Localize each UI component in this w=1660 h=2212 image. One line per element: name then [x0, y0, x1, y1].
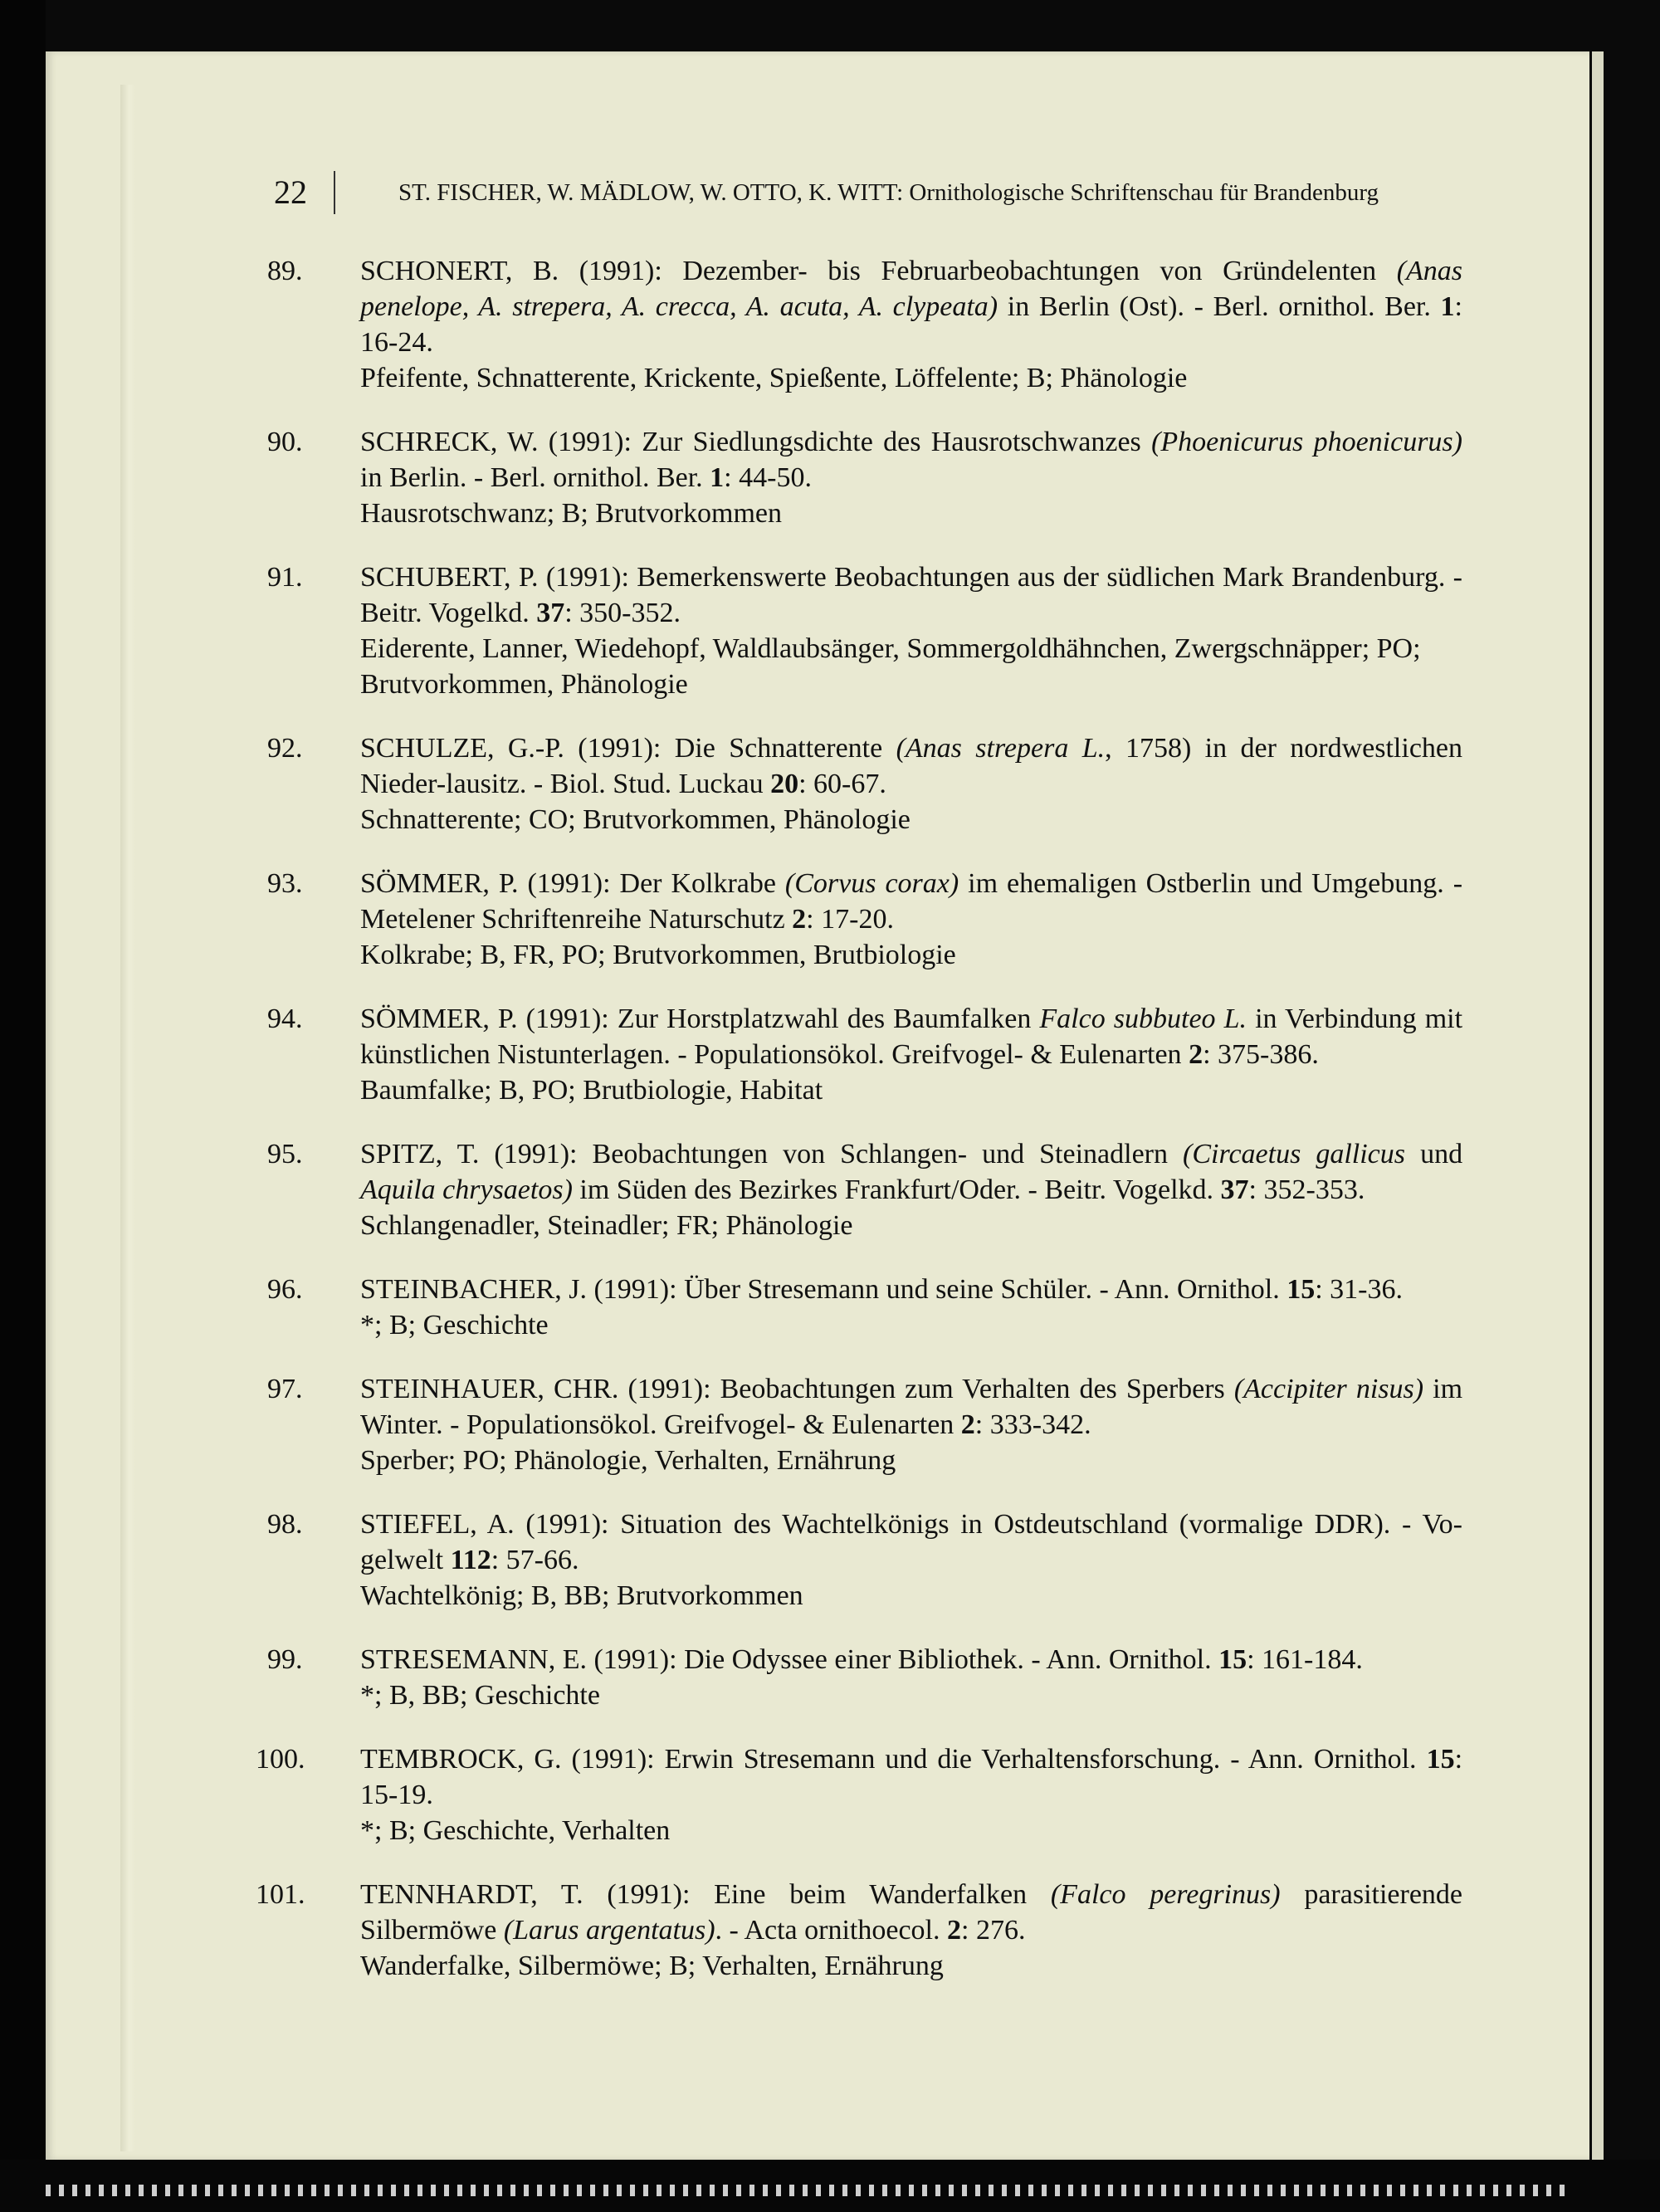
entry-keywords: Schnatterente; CO; Brutvorkommen, Phänologie — [360, 804, 911, 835]
entry-year: (1991): — [527, 868, 611, 899]
entry-author: SCHULZE, G.-P. — [360, 733, 564, 764]
entry-title: Über Stresemann und seine Schüler. - Ann. Ornithol. — [684, 1274, 1280, 1305]
entry-volume: 2 — [947, 1915, 961, 1946]
entry-title: Erwin Stresemann und die Verhaltensforschung. - Ann. Ornithol. — [664, 1744, 1417, 1775]
entry-pages: : 352-353. — [1248, 1174, 1365, 1205]
entry-volume: 37 — [1220, 1174, 1249, 1205]
entry-citation — [360, 866, 1462, 937]
entry-number: 101. — [256, 1879, 305, 1910]
entry-species: (Accipiter nisus) — [1233, 1374, 1424, 1404]
entry-number: 92. — [267, 733, 303, 764]
entry-pages: : 31-36. — [1315, 1274, 1403, 1305]
entry-pages: : 15-19. — [360, 1744, 1463, 1810]
entry-number: 97. — [267, 1374, 303, 1404]
running-head: ST. FISCHER, W. MÄDLOW, W. OTTO, K. WITT: Ornithologische Schriftenschau für Brandenburg — [398, 179, 1379, 206]
entry-year: (1991): — [578, 733, 662, 764]
entry-author: STRESEMANN, E. — [360, 1644, 587, 1675]
entry-pages: : 17-20. — [806, 904, 894, 935]
entry-citation — [360, 1136, 1462, 1208]
entry-citation — [360, 559, 1462, 631]
entry-title: Die Odyssee einer Bibliothek. - Ann. Ornithol. — [684, 1644, 1212, 1675]
entry-number: 96. — [267, 1274, 303, 1305]
entry-citation — [360, 1506, 1462, 1578]
entry-species: (Phoenicurus phoenicurus) — [1151, 427, 1462, 457]
entry-source: parasitierende Silbermöwe — [360, 1879, 1463, 1946]
entry-number: 99. — [267, 1644, 303, 1675]
entry-keywords: Wanderfalke, Silbermöwe; B; Verhalten, Ernährung — [360, 1951, 944, 1981]
entry-source: im ehemaligen Ostberlin und Umgebung. - Metelener Schriftenreihe Naturschutz — [360, 868, 1463, 935]
entry-pages: : 16-24. — [360, 291, 1462, 358]
entry-pages: : 60-67. — [798, 769, 886, 799]
entry-keywords: Schlangenadler, Steinadler; FR; Phänologie — [360, 1210, 853, 1241]
entry-number: 91. — [267, 562, 303, 593]
entry-source-2: . - Acta ornithoecol. — [715, 1915, 940, 1946]
entry-number: 95. — [267, 1139, 303, 1169]
entry-volume: 15 — [1426, 1744, 1455, 1775]
entry-title: Die Schnatterente — [674, 733, 883, 764]
entry-number: 94. — [267, 1003, 303, 1034]
entry-citation — [360, 424, 1462, 496]
entry-author: STEINHAUER, CHR. — [360, 1374, 619, 1404]
entry-number: 93. — [267, 868, 303, 899]
entry-author: STEINBACHER, J. — [360, 1274, 587, 1305]
entry-year: (1991): — [627, 1374, 711, 1404]
entry-title: Situation des Wachtelkönigs in Ostdeutschland (vormalige DDR). - Vo-gelwelt — [360, 1509, 1462, 1575]
entry-author: SÖMMER, P. — [360, 868, 519, 899]
entry-title: Zur Horstplatzwahl des Baumfalken — [617, 1003, 1032, 1034]
bibliography-list — [256, 253, 1463, 2012]
entry-volume: 2 — [1189, 1039, 1204, 1070]
entry-pages: : 375-386. — [1203, 1039, 1319, 1070]
entry-citation — [360, 1371, 1462, 1443]
entry-volume: 2 — [960, 1409, 975, 1440]
entry-citation — [360, 1877, 1462, 1948]
bib-entry-101 — [256, 1877, 1463, 1984]
entry-number: 89. — [267, 256, 303, 286]
entry-keywords: Hausrotschwanz; B; Brutvorkommen — [360, 498, 783, 529]
entry-volume: 37 — [536, 598, 565, 628]
bib-entry-96 — [267, 1272, 1462, 1343]
entry-conjunction: und — [1420, 1139, 1463, 1169]
entry-keywords: *; B, BB; Geschichte — [360, 1680, 600, 1711]
scan-ruler — [46, 2185, 1565, 2196]
entry-source: in Verbindung mit künstlichen Nistunterlagen. - Populationsökol. Greifvogel- & Eulenarten — [360, 1003, 1463, 1070]
entry-author: SPITZ, T. — [360, 1139, 480, 1169]
entry-source: im Süden des Bezirkes Frankfurt/Oder. - Beitr. Vogelkd. — [579, 1174, 1214, 1205]
entry-volume: 15 — [1218, 1644, 1247, 1675]
entry-volume: 1 — [710, 462, 725, 493]
entry-keywords: *; B; Geschichte — [360, 1310, 549, 1340]
entry-title: Der Kolkrabe — [619, 868, 776, 899]
entry-citation — [360, 1272, 1462, 1307]
entry-title: Beobachtungen zum Verhalten des Sperbers — [720, 1374, 1225, 1404]
entry-pages: : 57-66. — [491, 1545, 579, 1575]
entry-pages: : 161-184. — [1247, 1644, 1363, 1675]
entry-year: (1991): — [548, 427, 632, 457]
entry-citation — [360, 253, 1462, 360]
entry-species: (Corvus corax) — [784, 868, 959, 899]
entry-author: SÖMMER, P. — [360, 1003, 518, 1034]
entry-citation — [360, 730, 1462, 802]
entry-author: SCHUBERT, P. — [360, 562, 539, 593]
entry-year: (1991): — [593, 1274, 677, 1305]
entry-keywords: Kolkrabe; B, FR, PO; Brutvorkommen, Brutbiologie — [360, 940, 956, 970]
entry-number: 98. — [267, 1509, 303, 1540]
entry-year: (1991): — [525, 1509, 609, 1540]
bib-entry-98 — [267, 1506, 1462, 1614]
entry-number: 100. — [256, 1744, 305, 1775]
entry-volume: 1 — [1440, 291, 1455, 322]
entry-species: Falco subbuteo L. — [1039, 1003, 1247, 1034]
entry-title: Zur Siedlungsdichte des Hausrotschwanzes — [642, 427, 1141, 457]
entry-year: (1991): — [579, 256, 662, 286]
entry-source: , 1758) in der nordwestlichen Nieder-lausitz. - Biol. Stud. Luckau — [360, 733, 1462, 799]
entry-species: (Anas penelope, A. strepera, A. crecca, A. acuta, A. clypeata) — [360, 256, 1463, 322]
entry-citation — [360, 1642, 1462, 1677]
bib-entry-99 — [267, 1642, 1462, 1713]
entry-citation — [360, 1001, 1462, 1072]
entry-species: (Circaetus gallicus — [1183, 1139, 1406, 1169]
entry-keywords: Wachtelkönig; B, BB; Brutvorkommen — [360, 1580, 803, 1611]
next-page-edge — [1592, 51, 1604, 2160]
entry-title: Beobachtungen von Schlangen- und Steinadlern — [592, 1139, 1168, 1169]
entry-species: (Anas strepera L. — [896, 733, 1106, 764]
entry-number: 90. — [267, 427, 303, 457]
entry-volume: 15 — [1286, 1274, 1316, 1305]
bib-entry-89 — [267, 253, 1462, 396]
entry-keywords: Eiderente, Lanner, Wiedehopf, Waldlaubsänger, Sommergoldhähnchen, Zwergschnäpper; PO; Brutvorkommen, Phänologie — [360, 633, 1421, 700]
entry-volume: 112 — [450, 1545, 491, 1575]
page-number: 22 — [274, 173, 307, 211]
bib-entry-95 — [267, 1136, 1462, 1243]
entry-pages: : 44-50. — [724, 462, 812, 493]
entry-author: SCHONERT, B. — [360, 256, 559, 286]
entry-title: Bemerkenswerte Beobachtungen aus der südlichen Mark Brandenburg. - Beitr. Vogelkd. — [360, 562, 1463, 628]
entry-year: (1991): — [525, 1003, 609, 1034]
header-divider — [334, 171, 335, 214]
entry-source: in Berlin. - Berl. ornithol. Ber. — [360, 462, 703, 493]
bib-entry-91 — [267, 559, 1462, 702]
entry-keywords: *; B; Geschichte, Verhalten — [360, 1815, 671, 1846]
entry-keywords: Baumfalke; B, PO; Brutbiologie, Habitat — [360, 1075, 823, 1106]
entry-year: (1991): — [545, 562, 629, 593]
entry-pages: : 350-352. — [564, 598, 681, 628]
entry-title: Eine beim Wanderfalken — [714, 1879, 1028, 1910]
entry-source: im Winter. - Populationsökol. Greifvogel- & Eulenarten — [360, 1374, 1463, 1440]
bib-entry-90 — [267, 424, 1462, 531]
entry-species: (Falco peregrinus) — [1050, 1879, 1281, 1910]
page-header — [274, 173, 1452, 222]
entry-year: (1991): — [571, 1744, 655, 1775]
entry-author: STIEFEL, A. — [360, 1509, 515, 1540]
entry-year: (1991): — [494, 1139, 578, 1169]
entry-year: (1991): — [593, 1644, 677, 1675]
entry-title: Dezember- bis Februarbeobachtungen von Gründelenten — [682, 256, 1377, 286]
bib-entry-92 — [267, 730, 1462, 837]
entry-source: in Berlin (Ost). - Berl. ornithol. Ber. — [1007, 291, 1431, 322]
entry-keywords: Pfeifente, Schnatterente, Krickente, Spießente, Löffelente; B; Phänologie — [360, 363, 1188, 393]
entry-keywords: Sperber; PO; Phänologie, Verhalten, Ernährung — [360, 1445, 896, 1476]
binding-shadow — [120, 85, 135, 2151]
bib-entry-97 — [267, 1371, 1462, 1478]
entry-author: TENNHARDT, T. — [360, 1879, 583, 1910]
entry-citation — [360, 1741, 1462, 1813]
entry-pages: : 333-342. — [974, 1409, 1091, 1440]
bib-entry-93 — [267, 866, 1462, 973]
entry-volume: 20 — [770, 769, 799, 799]
entry-author: TEMBROCK, G. — [360, 1744, 562, 1775]
entry-species-2: (Larus argentatus) — [503, 1915, 715, 1946]
entry-author: SCHRECK, W. — [360, 427, 539, 457]
bib-entry-94 — [267, 1001, 1462, 1108]
entry-volume: 2 — [792, 904, 807, 935]
entry-species-2: Aquila chrysaetos) — [360, 1174, 573, 1205]
scan-left-border — [0, 0, 46, 2212]
bib-entry-100 — [256, 1741, 1463, 1848]
entry-year: (1991): — [607, 1879, 691, 1910]
entry-pages: : 276. — [961, 1915, 1026, 1946]
